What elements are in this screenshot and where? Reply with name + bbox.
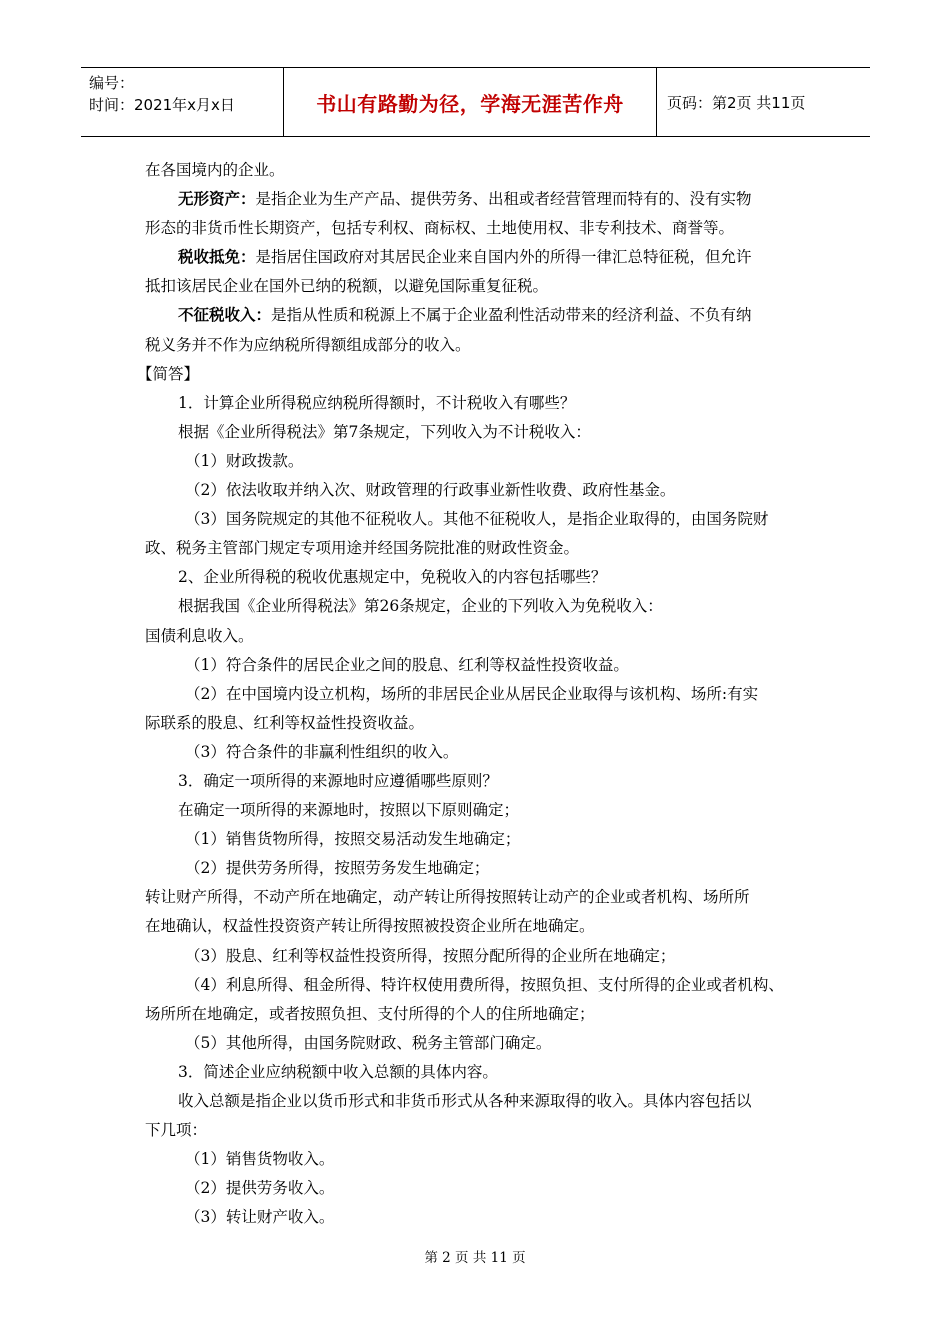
text-line: 根据《企业所得税法》第7条规定，下列收入为不计税收入：: [178, 422, 591, 441]
page-header: [81, 67, 870, 137]
definition-tax-credit: [145, 243, 815, 272]
list-item: （4）利息所得、租金所得、特许权使用费所得，按照负担、支付所得的企业或者机构、: [185, 975, 784, 994]
text-line: 际联系的股息、红利等权益性投资收益。: [145, 713, 425, 732]
text-line: 在地确认，权益性投资资产转让所得按照被投资企业所在地确定。: [145, 917, 595, 936]
motto: 书山有路勤为径，学海无涯苦作舟: [316, 91, 624, 116]
header-motto-cell: [284, 68, 657, 136]
term-tax-credit: 税收抵免：: [178, 248, 256, 267]
text-line: 是指企业为生产产品、提供劳务、出租或者经营管理而特有的、没有实物: [255, 190, 752, 209]
time-label: 时间：2021年x月x日: [89, 96, 235, 114]
list-item: （2）提供劳务收入。: [185, 1179, 335, 1198]
list-item: （1）销售货物所得，按照交易活动发生地确定；: [185, 830, 521, 849]
document-body: [137, 156, 815, 1232]
section-heading: 【简答】: [137, 364, 200, 383]
term-intangible: 无形资产：: [178, 190, 256, 209]
list-item: （2）在中国境内设立机构，场所的非居民企业从居民企业取得与该机构、场所:有实: [185, 684, 759, 703]
question: 3．确定一项所得的来源地时应遵循哪些原则？: [178, 771, 498, 790]
text-line: 是指居住国政府对其居民企业来自国内外的所得一律汇总特征税，但允许: [255, 248, 752, 267]
list-item: （1）财政拨款。: [185, 451, 304, 470]
text-line: 场所所在地确定，或者按照负担、支付所得的个人的住所地确定；: [145, 1004, 595, 1023]
header-meta: [81, 68, 284, 136]
page-info: 页码：第2页 共11页: [667, 93, 806, 112]
list-item: （1）销售货物收入。: [185, 1150, 335, 1169]
text-line: 在确定一项所得的来源地时，按照以下原则确定；: [178, 801, 520, 820]
question: 1．计算企业所得税应纳税所得额时，不计税收入有哪些？: [178, 393, 576, 412]
list-item: （3）转让财产收入。: [185, 1208, 335, 1227]
list-item: （2）依法收取并纳入次、财政管理的行政事业新性收费、政府性基金。: [185, 481, 676, 500]
text-line: 是指从性质和税源上不属于企业盈利性活动带来的经济利益、不负有纳: [271, 306, 752, 325]
term-non-taxable: 不征税收入：: [178, 306, 272, 325]
list-item: （1）符合条件的居民企业之间的股息、红利等权益性投资收益。: [185, 655, 629, 674]
text-line: 根据我国《企业所得税法》第26条规定，企业的下列收入为免税收入：: [178, 597, 663, 616]
list-item: （3）国务院规定的其他不征税收人。其他不征税收人，是指企业取得的，由国务院财: [185, 510, 769, 529]
text-line: 政、税务主管部门规定专项用途并经国务院批准的财政性资金。: [145, 539, 580, 558]
list-item: （3）股息、红利等权益性投资所得，按照分配所得的企业所在地确定；: [185, 946, 676, 965]
definition-intangible: [145, 185, 815, 214]
text-line: 转让财产所得，不动产所在地确定，动产转让所得按照转让动产的企业或者机构、场所所: [145, 888, 750, 907]
number-label: 编号：: [89, 74, 135, 92]
text-line: 抵扣该居民企业在国外已纳的税额，以避免国际重复征税。: [145, 277, 549, 296]
header-page-cell: [657, 68, 870, 136]
question: 2、企业所得税的税收优惠规定中，免税收入的内容包括哪些？: [178, 568, 607, 587]
definition-non-taxable: [145, 301, 815, 330]
text-line: 在各国境内的企业。: [145, 161, 285, 179]
list-item: （5）其他所得，由国务院财政、税务主管部门确定。: [185, 1033, 552, 1052]
text-line: 形态的非货币性长期资产，包括专利权、商标权、土地使用权、非专利技术、商誉等。: [145, 219, 735, 238]
list-item: （2）提供劳务所得，按照劳务发生地确定；: [185, 859, 490, 878]
page-footer: 第 2 页 共 11 页: [424, 1250, 526, 1266]
text-line: 收入总额是指企业以货币形式和非货币形式从各种来源取得的收入。具体内容包括以: [178, 1092, 752, 1110]
question: 3．简述企业应纳税额中收入总额的具体内容。: [178, 1062, 498, 1081]
list-item: （3）符合条件的非赢利性组织的收入。: [185, 742, 459, 761]
text-line: 国债利息收入。: [145, 626, 254, 645]
text-line: 下几项：: [145, 1121, 208, 1140]
text-line: 税义务并不作为应纳税所得额组成部分的收入。: [145, 335, 471, 354]
